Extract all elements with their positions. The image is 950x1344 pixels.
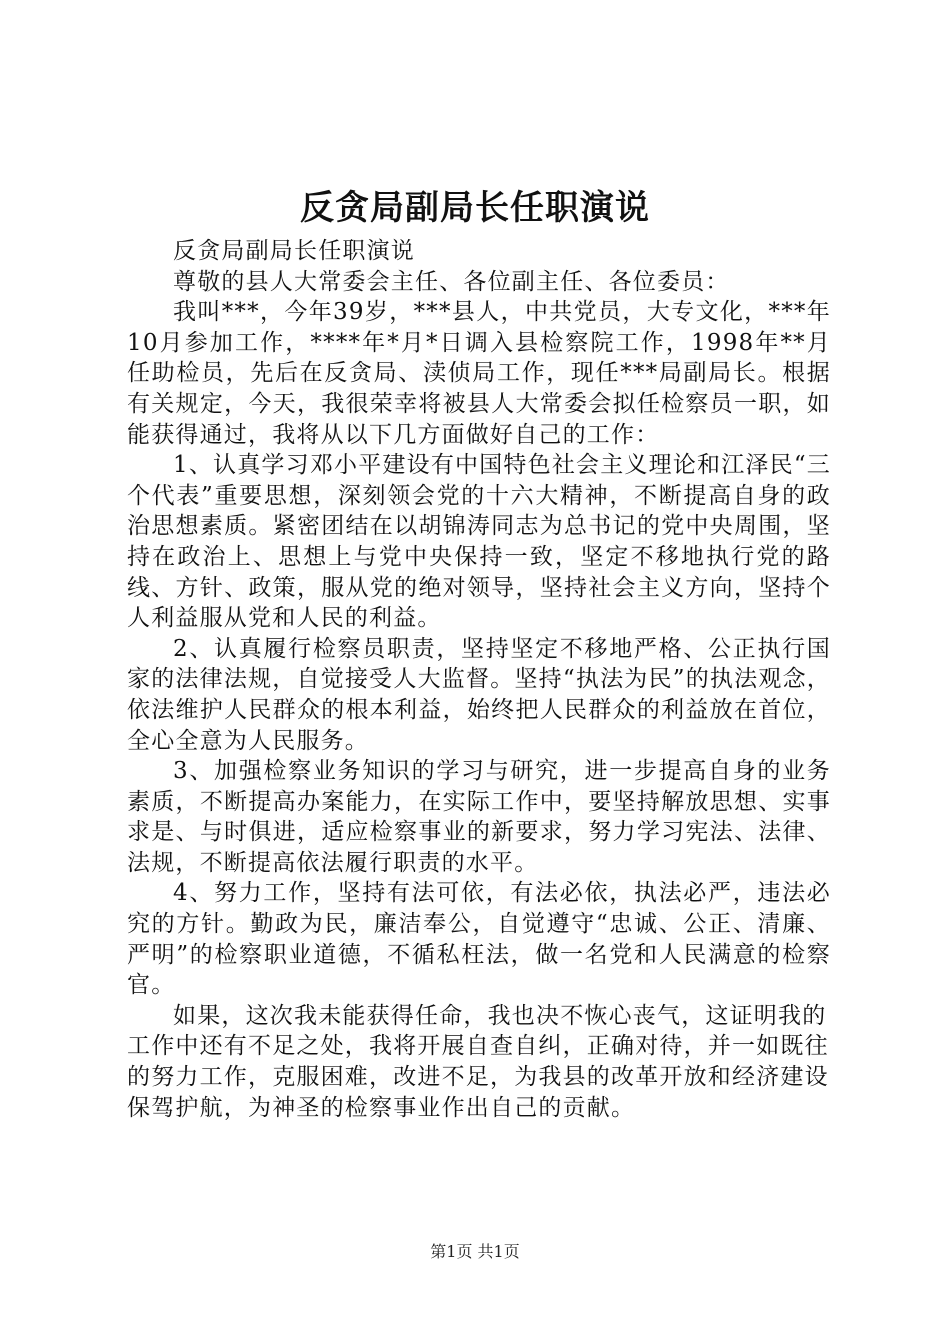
point-1-paragraph: 1、认真学习邓小平建设有中国特色社会主义理论和江泽民“三个代表”重要思想，深刻领会党的十六大精神，不断提高自身的政治思想素质。紧密团结在以胡锦涛同志为总书记的党中央周围，坚持在政治上、思想上与党中央保持一致，坚定不移地执行党的路线、方针、政策，服从党的绝对领导，坚持社会主义方向，坚持个人利益服从党和人民的利益。 xyxy=(127,452,831,632)
document-body xyxy=(127,236,831,1123)
point-3-paragraph: 3、加强检察业务知识的学习与研究，进一步提高自身的业务素质，不断提高办案能力，在实际工作中，要坚持解放思想、实事求是、与时俱进，适应检察事业的新要求，努力学习宪法、法律、法规，不断提高依法履行职责的水平。 xyxy=(127,758,831,876)
intro-paragraph: 我叫***，今年39岁，***县人，中共党员，大专文化，***年10月参加工作，****年*月*日调入县检察院工作，1998年**月任助检员，先后在反贪局、渎侦局工作，现任***局副局长。根据有关规定，今天，我很荣幸将被县人大常委会拟任检察员一职，如能获得通过，我将从以下几方面做好自己的工作： xyxy=(127,299,831,448)
point-4-paragraph: 4、努力工作，坚持有法可依，有法必依，执法必严，违法必究的方针。勤政为民，廉洁奉公，自觉遵守“忠诚、公正、清廉、严明”的检察职业道德，不循私枉法，做一名党和人民满意的检察官。 xyxy=(127,880,831,999)
document-title: 反贪局副局长任职演说 xyxy=(300,188,650,228)
subtitle-paragraph: 反贪局副局长任职演说 xyxy=(173,238,415,264)
page-footer: 第1页 共1页 xyxy=(430,1242,520,1261)
salutation-paragraph: 尊敬的县人大常委会主任、各位副主任、各位委员： xyxy=(173,268,730,295)
closing-paragraph: 如果，这次我未能获得任命，我也决不恢心丧气，这证明我的工作中还有不足之处，我将开展自查自纠，正确对待，并一如既往的努力工作，克服困难，改进不足，为我县的改革开放和经济建设保驾护航，为神圣的检察事业作出自己的贡献。 xyxy=(127,1002,829,1121)
point-2-paragraph: 2、认真履行检察员职责，坚持坚定不移地严格、公正执行国家的法律法规，自觉接受人大监督。坚持“执法为民”的执法观念，依法维护人民群众的根本利益，始终把人民群众的利益放在首位，全心全意为人民服务。 xyxy=(127,635,831,754)
